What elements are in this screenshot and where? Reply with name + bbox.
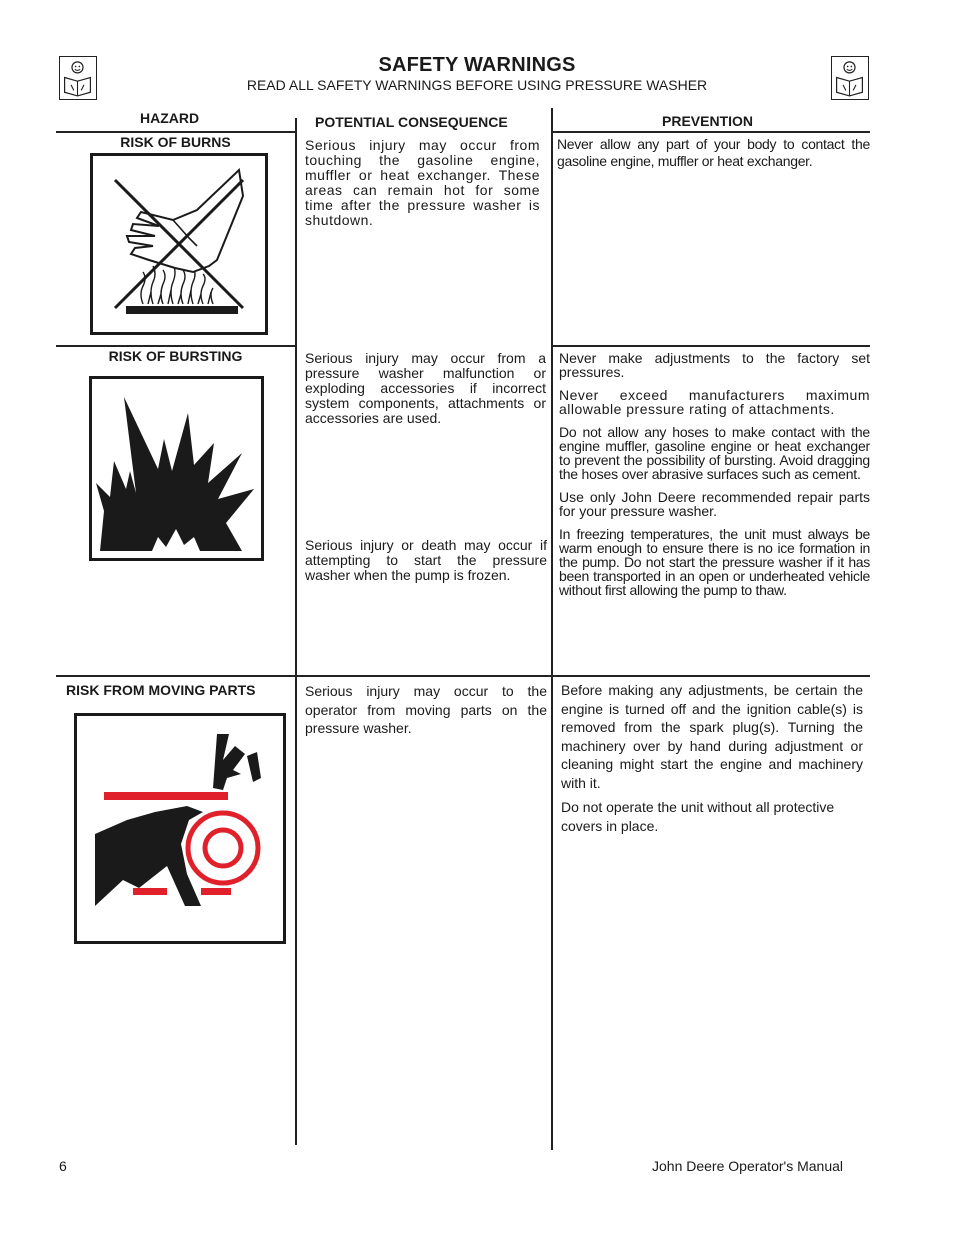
column-divider [295, 118, 297, 1145]
page-title: SAFETY WARNINGS [378, 54, 576, 76]
prevention-text-bursting [559, 351, 870, 604]
prevention-text-burns [557, 136, 870, 177]
footer-manual-name: John Deere Operator's Manual [652, 1158, 843, 1174]
consequence-paragraph: Serious injury may occur to the operator from moving parts on the pressure washer. [305, 683, 547, 736]
consequence-text-burns [305, 138, 540, 235]
column-header-prevention: PREVENTION [662, 113, 754, 129]
header-rule [56, 131, 295, 133]
consequence-paragraph: Serious injury may occur from touching the gasoline engine, muffler or heat exchanger. These areas can remain hot for some time after the pressure washer is shutdown. [305, 137, 540, 228]
prevention-paragraph: Before making any adjustments, be certain the engine is turned off and the ignition cable(s) is removed from the spark plug(s). Turning the machinery over by hand during adjustment or cleaning might start the engine and machinery with it. [561, 682, 863, 791]
prevention-paragraph: Never make adjustments to the factory set pressures. [559, 350, 870, 380]
consequence-text-moving-parts [305, 682, 547, 744]
row-divider [552, 345, 870, 347]
page-subtitle: READ ALL SAFETY WARNINGS BEFORE USING PRESSURE WASHER [246, 77, 708, 93]
prevention-paragraph: In freezing temperatures, the unit must always be warm enough to ensure there is no ice formation in the pump. Do not start the pressure washer if it has been transported in an open or underheated vehicle without first allowing the pump to thaw. [559, 526, 870, 598]
consequence-text-frozen [305, 538, 547, 590]
prevention-paragraph: Do not operate the unit without all protective covers in place. [561, 799, 835, 834]
hazard-label-bursting: RISK OF BURSTING [108, 348, 243, 364]
column-divider [551, 108, 553, 1150]
prevention-paragraph: Use only John Deere recommended repair parts for your pressure washer. [559, 489, 870, 519]
prevention-paragraph: Never allow any part of your body to contact the gasoline engine, muffler or heat exchanger. [557, 136, 870, 169]
explosion-icon [89, 376, 264, 561]
hazard-label-burns: RISK OF BURNS [120, 134, 231, 150]
header-rule [552, 131, 870, 133]
hot-surface-no-touch-icon [90, 153, 268, 335]
column-header-consequence: POTENTIAL CONSEQUENCE [315, 114, 508, 130]
column-header-hazard: HAZARD [140, 110, 200, 126]
consequence-text-bursting [305, 351, 546, 433]
hazard-label-moving-parts: RISK FROM MOVING PARTS [66, 682, 256, 698]
row-divider [56, 345, 295, 347]
prevention-paragraph: Do not allow any hoses to make contact with the engine muffler, gasoline engine or heat exchanger to prevent the possibility of bursting. Avoid dragging the hoses over abrasive surfaces such as cement. [559, 424, 870, 482]
consequence-paragraph: Serious injury may occur from a pressure washer malfunction or exploding accessories if incorrect system components, attachments or accessories are used. [305, 350, 546, 426]
consequence-paragraph: Serious injury or death may occur if attempting to start the pressure washer when the pump is frozen. [305, 537, 547, 583]
page-number: 6 [59, 1158, 67, 1174]
prevention-paragraph: Never exceed manufacturers maximum allowable pressure rating of attachments. [559, 387, 870, 417]
moving-parts-hand-entanglement-icon [74, 713, 286, 944]
row-divider [56, 675, 870, 677]
prevention-text-moving-parts [561, 681, 863, 841]
